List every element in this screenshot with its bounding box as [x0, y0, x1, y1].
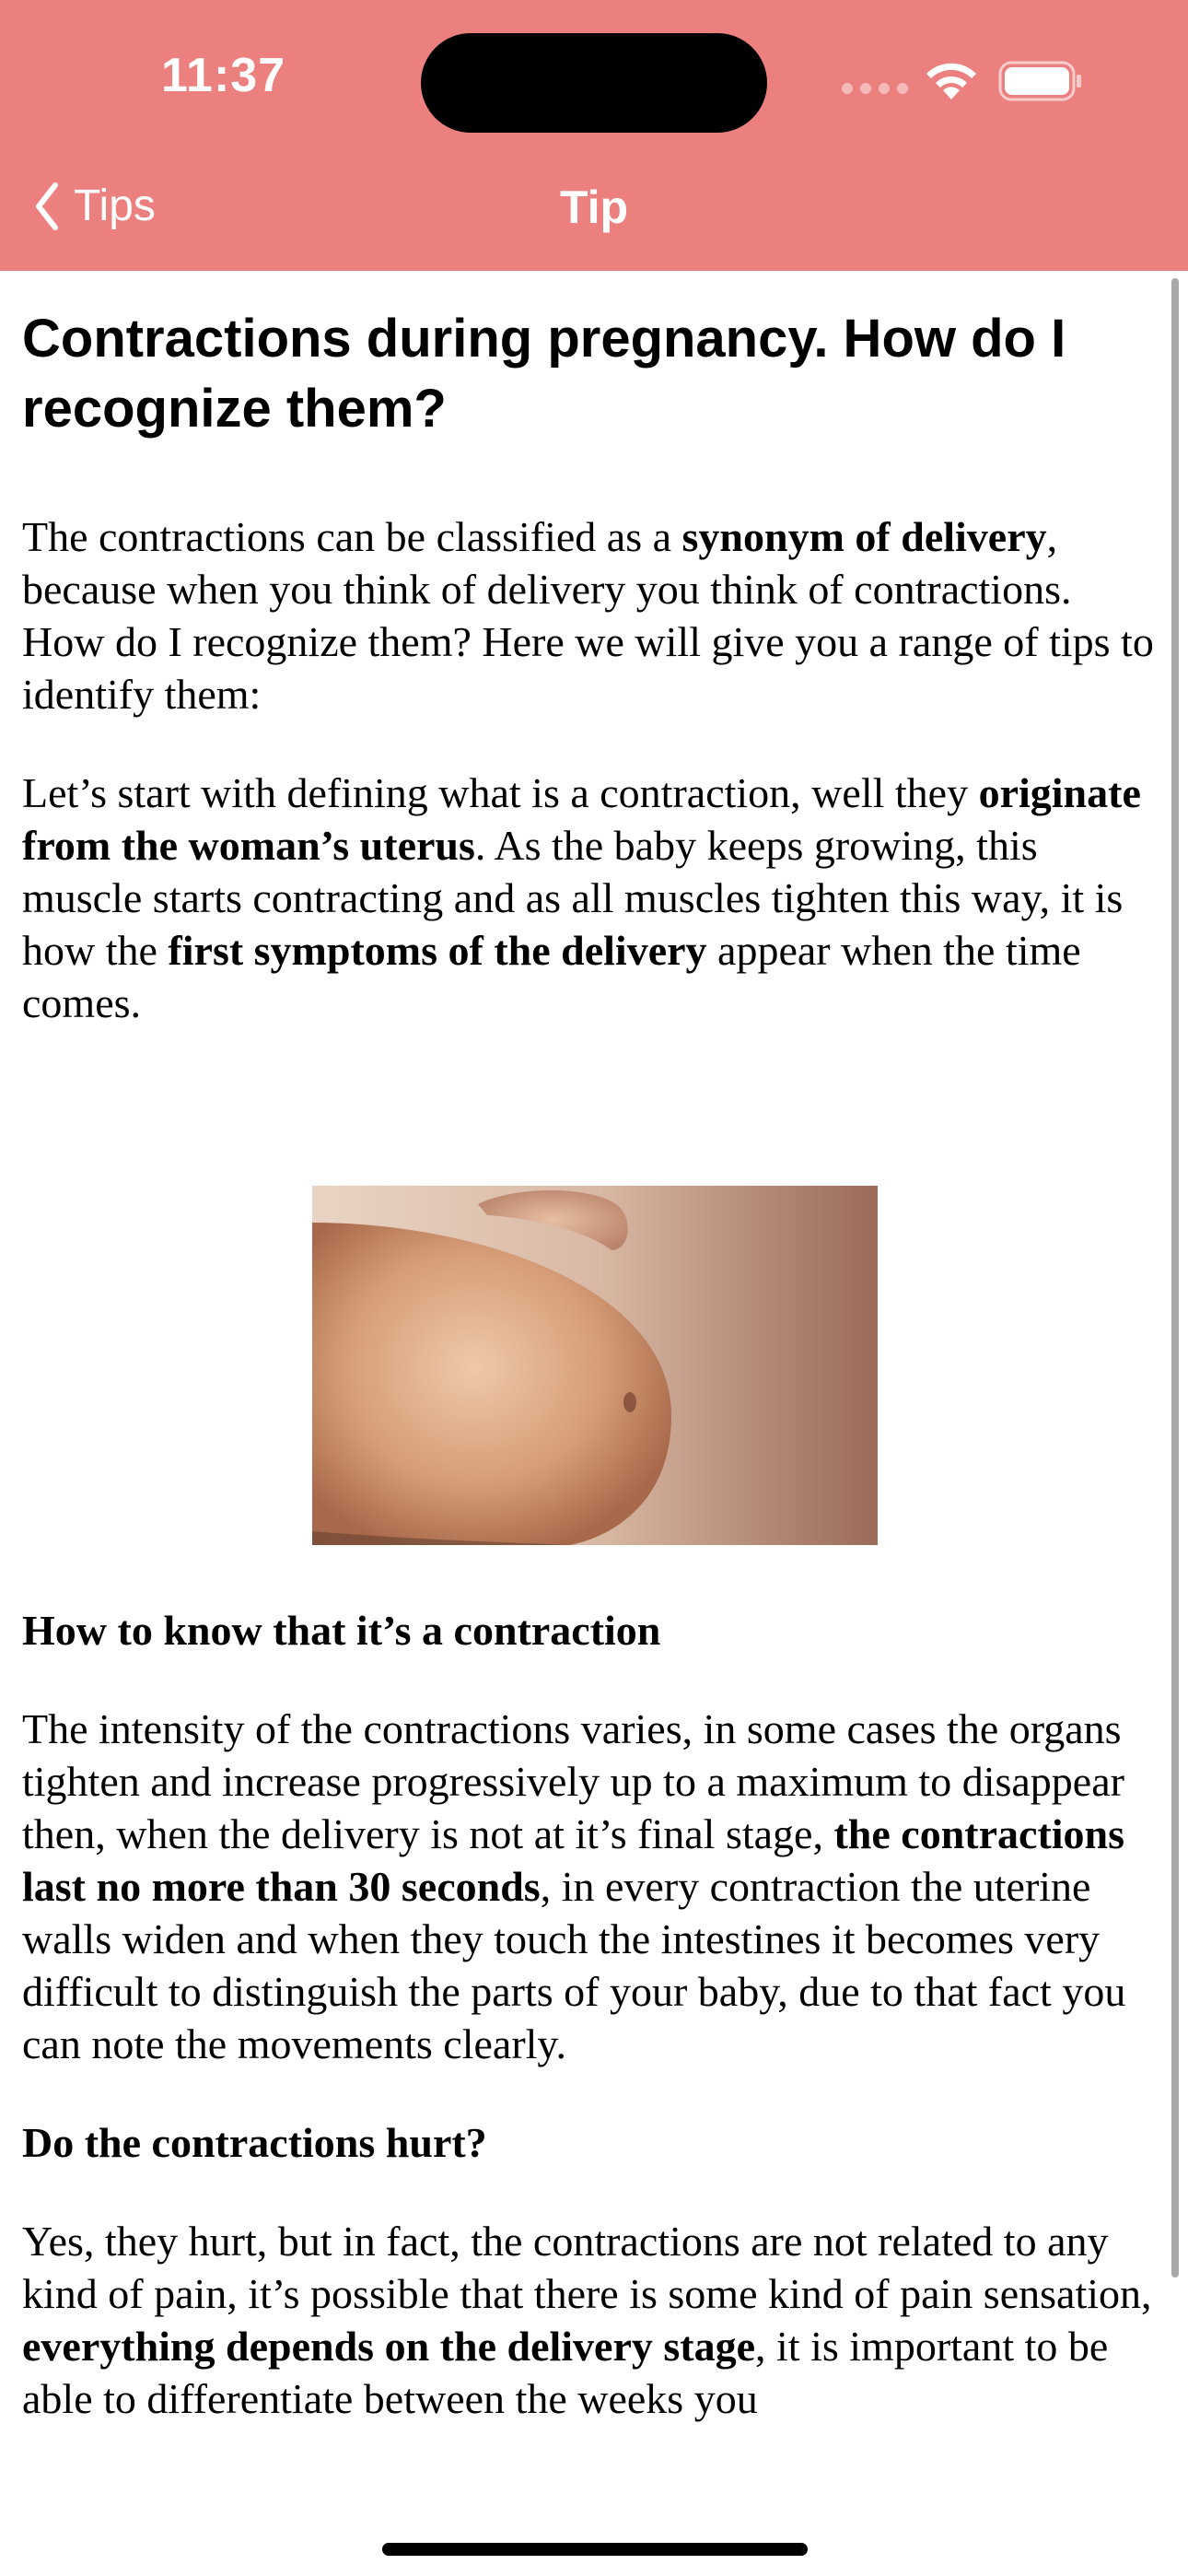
navigation-header [0, 0, 1188, 271]
cellular-signal-icon [842, 83, 908, 94]
battery-icon [998, 61, 1083, 106]
wifi-icon [923, 59, 980, 106]
pregnant-belly-image [312, 1186, 878, 1545]
section-heading-how-to-know: How to know that it’s a contraction [22, 1607, 661, 1654]
status-time: 11:37 [161, 49, 286, 102]
article-title: Contractions during pregnancy. How do I recognize them? [22, 309, 1066, 439]
scrollbar[interactable] [1171, 278, 1179, 2277]
paragraph-pain: Yes, they hurt, but in fact, the contractions are not related to any kind of pain, it’s possible that there is some kind of pain sensation, everything depends on the delivery stage, it is important to be able to differentiate between the weeks you [22, 2218, 1152, 2422]
paragraph-definition: Let’s start with defining what is a contraction, well they originate from the woman’s uterus. As the baby keeps growing, this muscle starts contracting and as all muscles tighten this way, it is how the first symptoms of the delivery appear when the time comes. [22, 769, 1141, 1026]
home-indicator[interactable] [382, 2543, 808, 2556]
nav-title: Tip [559, 181, 629, 233]
paragraph-intensity: The intensity of the contractions varies, in some cases the organs tighten and increase progressively up to a maximum to disappear then, when the delivery is not at it’s final stage, the contractions last no more than 30 seconds, in every contraction the uterine walls widen and when they touch the intestines it becomes very difficult to distinguish the parts of your baby, due to that fact you can note the movements clearly. [22, 1705, 1126, 2067]
back-button-label: Tips [74, 181, 156, 230]
paragraph-intro: The contractions can be classified as a synonym of delivery, because when you think of delivery you think of contractions. How do I recognize them? Here we will give you a range of tips to identify them: [22, 513, 1154, 718]
article-content[interactable] [22, 271, 1164, 2454]
section-heading-do-they-hurt: Do the contractions hurt? [22, 2119, 487, 2166]
dynamic-island [421, 33, 767, 133]
